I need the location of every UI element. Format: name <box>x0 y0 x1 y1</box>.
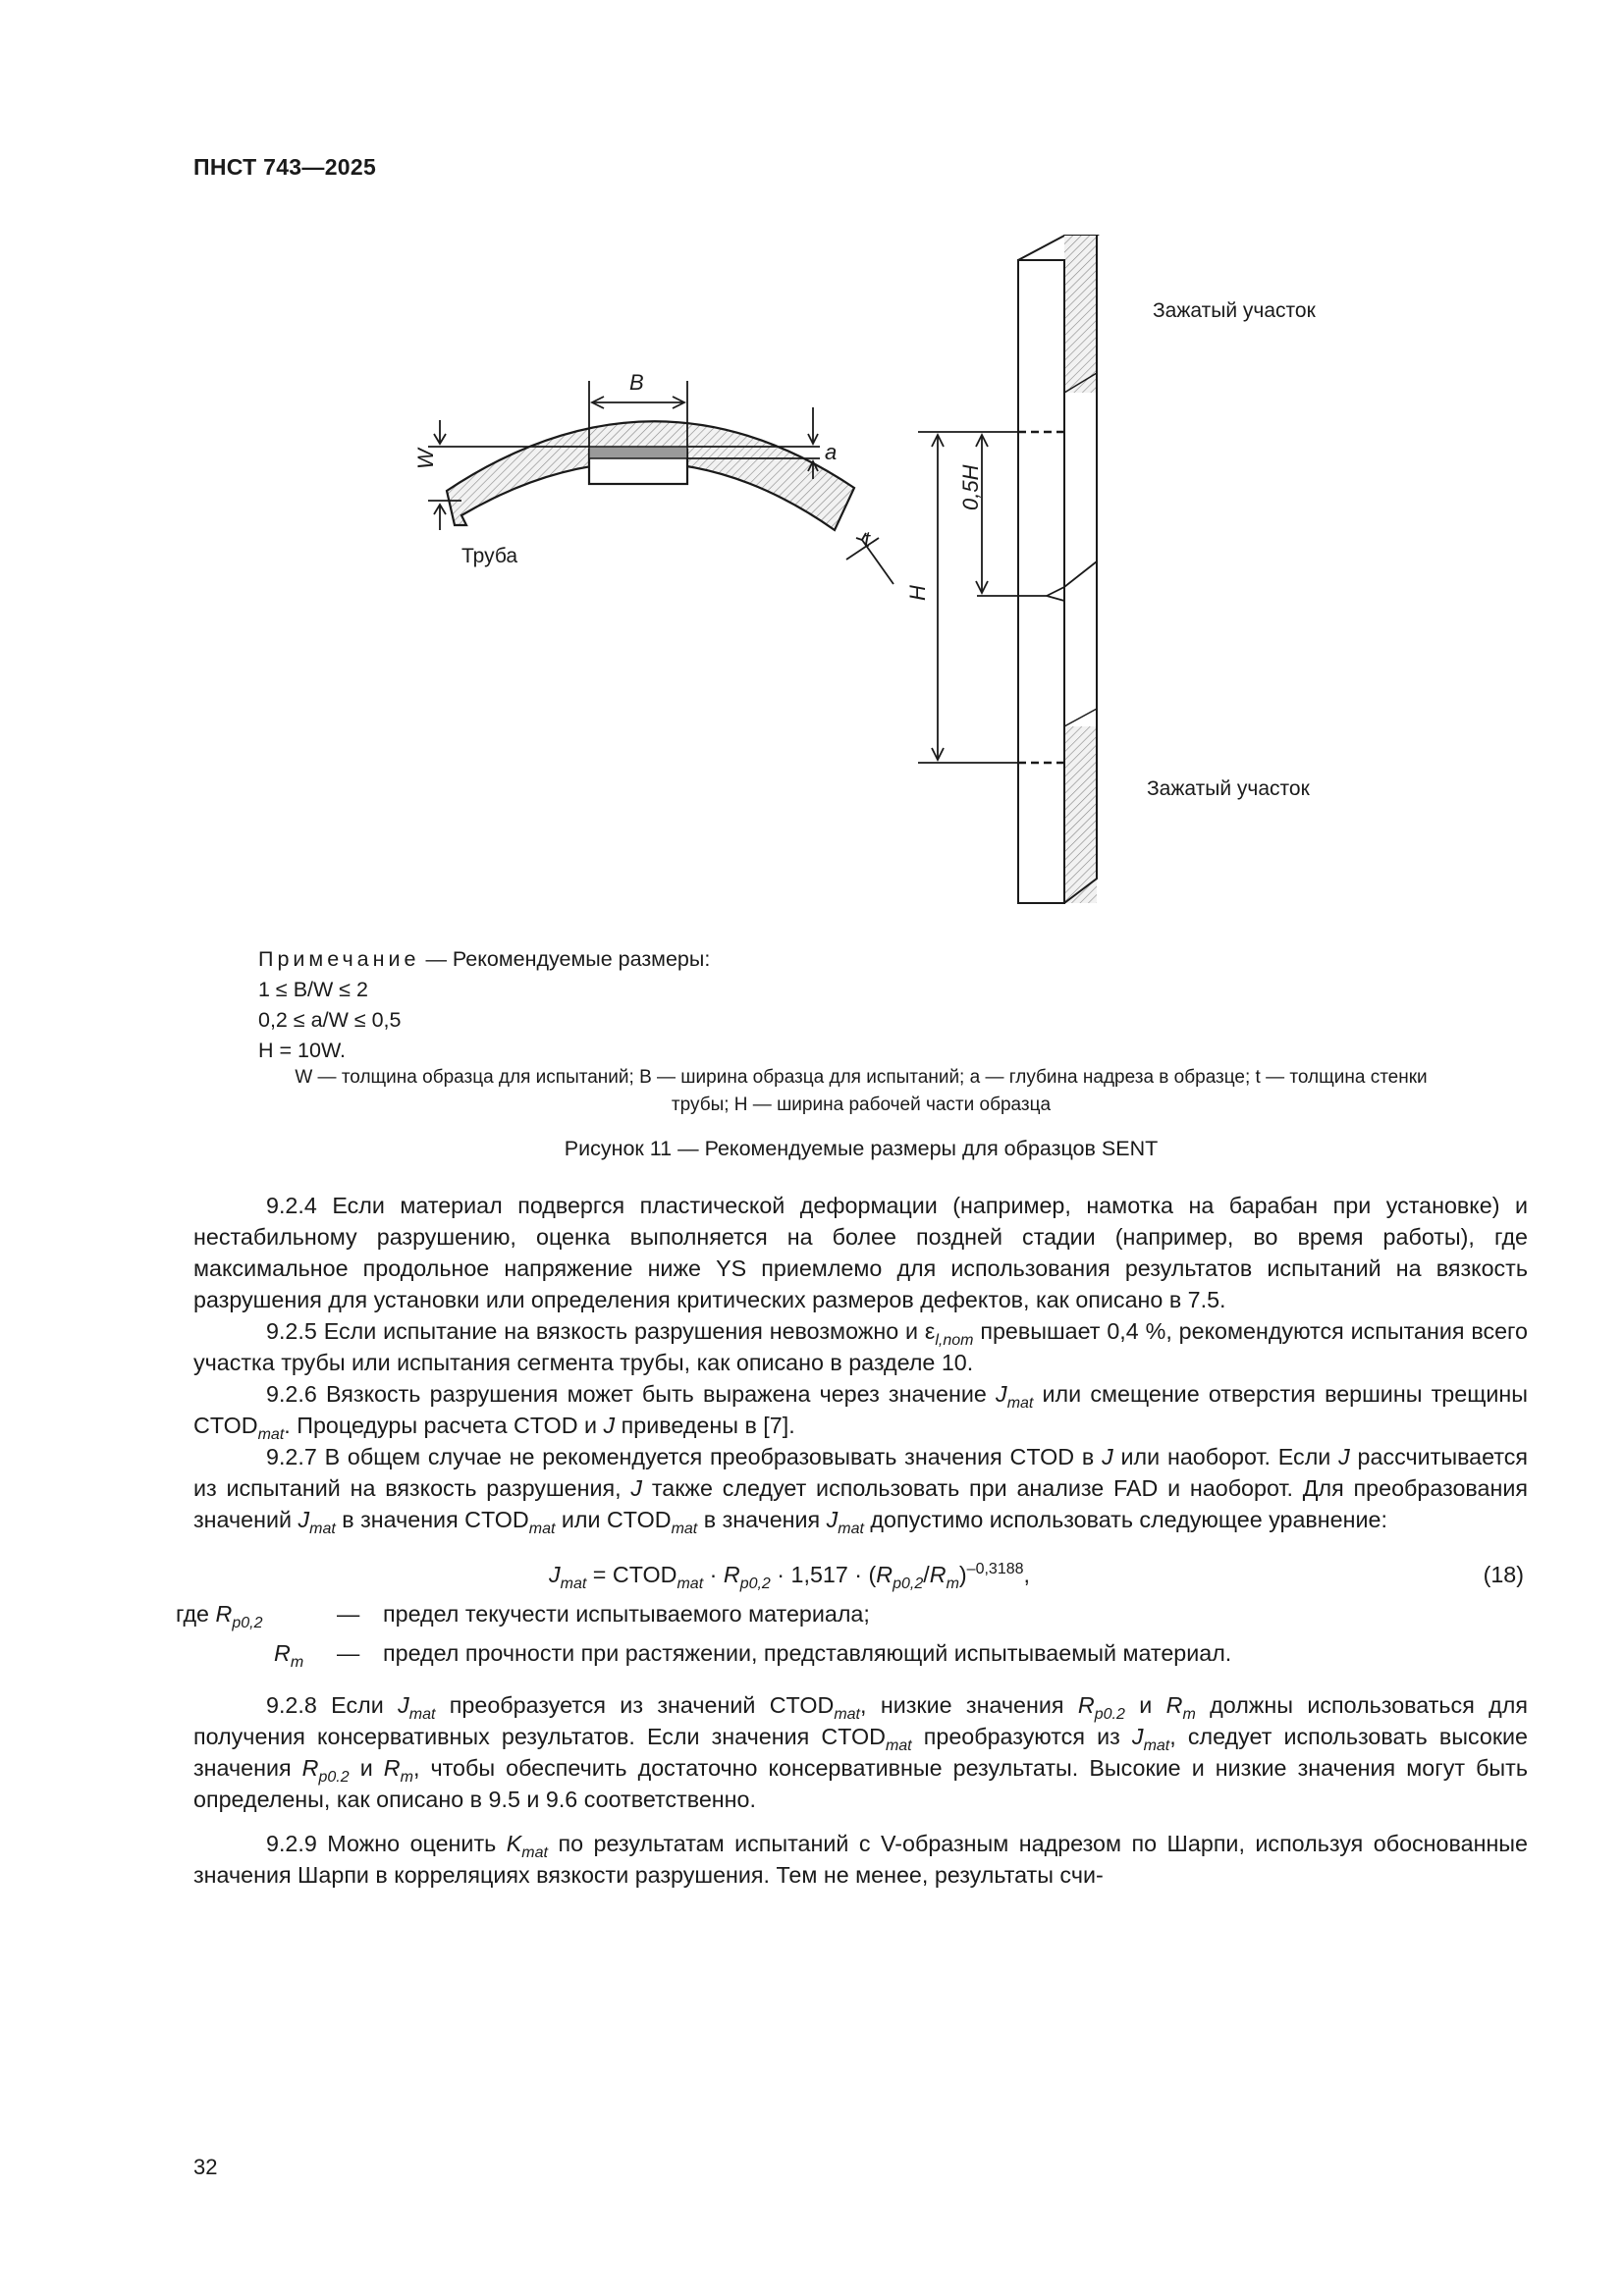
figure-11-diagram <box>0 0 1624 923</box>
label-clamped-top: Зажатый участок <box>1153 299 1316 322</box>
figure-note <box>258 944 710 1066</box>
label-half-H: 0,5H <box>958 464 983 510</box>
note-line: 0,2 ≤ a/W ≤ 0,5 <box>258 1008 402 1032</box>
label-H: H <box>905 585 930 601</box>
figure-caption: Рисунок 11 — Рекомендуемые размеры для образцов SENT <box>564 1137 1159 1160</box>
body-text <box>176 1190 1529 1891</box>
paragraph-9-2-4: 9.2.4 Если материал подвергся пластической деформации (например, намотка на барабан при установке) и нестабильному разрушению, оценка выполняется на более поздней стадии (например, во время работы), где максимальное продольное напряжение ниже YS приемлемо для использования результатов испытаний на вязкость разрушения для установки или определения критических размеров дефектов, как описано в 7.5. <box>193 1193 1528 1312</box>
label-B: B <box>629 370 644 395</box>
note-line: 1 ≤ B/W ≤ 2 <box>258 978 369 1001</box>
paragraph-9-2-8: 9.2.8 Если $J_{mat}$ преобразуется из значений $CTOD_{mat}$, низкие значения $R_{p0.2}$ и $R_m$ должны использоваться для получения консервативных результатов. Если значения $CTOD_{mat}$ преобразуются из $J_{mat}$, следует использовать высокие значения $R_{p0.2}$ и $R_m$, чтобы обеспечить достаточно консервативные результаты. Высокие и низкие значения могут быть определены, как описано в 9.5 и 9.6 соответственно. <box>193 1692 1528 1812</box>
doc-header: ПНСТ 743—2025 <box>193 154 377 180</box>
label-W: W <box>413 449 438 469</box>
paragraph-9-2-9: 9.2.9 Можно оценить $K_{mat}$ по результатам испытаний с V-образным надрезом по Шарпи, используя обоснованные значения Шарпи в корреляциях вязкости разрушения. Тем не менее, результаты счи- <box>193 1831 1529 1888</box>
label-clamped-bottom: Зажатый участок <box>1147 777 1310 800</box>
label-pipe: Труба <box>461 545 518 567</box>
where-rp02: где $R_{p0,2}$ — предел текучести испытываемого материала; <box>176 1601 870 1631</box>
sent-specimen <box>1018 236 1097 903</box>
label-a: a <box>825 440 838 464</box>
notch-region <box>589 447 687 458</box>
equation-number: (18) <box>1483 1562 1524 1587</box>
label-t: t <box>864 527 871 552</box>
figure-legend: W — толщина образца для испытаний; B — ширина образца для испытаний; a — глубина надреза в образце; t — толщина стенки трубы; H — ширина рабочей части образца <box>295 1067 1428 1115</box>
equation-18 <box>193 1547 1528 1598</box>
where-rm: $R_m$ — предел прочности при растяжении, представляющий испытываемый материал. <box>274 1640 1232 1671</box>
paragraph-9-2-5: 9.2.5 Если испытание на вязкость разрушения невозможно и $\varepsilon_{l,nom}$ превышает 0,4 %, рекомендуются испытания всего участка трубы или испытания сегмента трубы, как описано в разделе 10. <box>193 1318 1529 1375</box>
page-number: 32 <box>193 2155 218 2179</box>
note-line: H = 10W. <box>258 1039 347 1062</box>
paragraph-9-2-6: 9.2.6 Вязкость разрушения может быть выражена через значение $J_{mat}$ или смещение отверстия вершины трещины $CTOD_{mat}$. Процедуры расчета CTOD и J приведены в [7]. <box>193 1381 1528 1443</box>
note-heading: Примечание — Рекомендуемые размеры: <box>258 947 711 971</box>
paragraph-9-2-7: 9.2.7 В общем случае не рекомендуется преобразовывать значения CTOD в J или наоборот. Если J рассчитывается из испытаний на вязкость разрушения, J также следует использовать при анализе FAD и наоборот. Для преобразования значений $J_{mat}$ в значения $CTOD_{mat}$ или $CTOD_{mat}$ в значения $J_{mat}$ допустимо использовать следующее уравнение: <box>193 1444 1528 1537</box>
formula: $J_{mat}$ = $CTOD_{mat} \cdot R_{p0,2} \cdot 1,517 \cdot (R_{p0,2}/R_m)^{-0,3188}$, <box>549 1561 1030 1592</box>
